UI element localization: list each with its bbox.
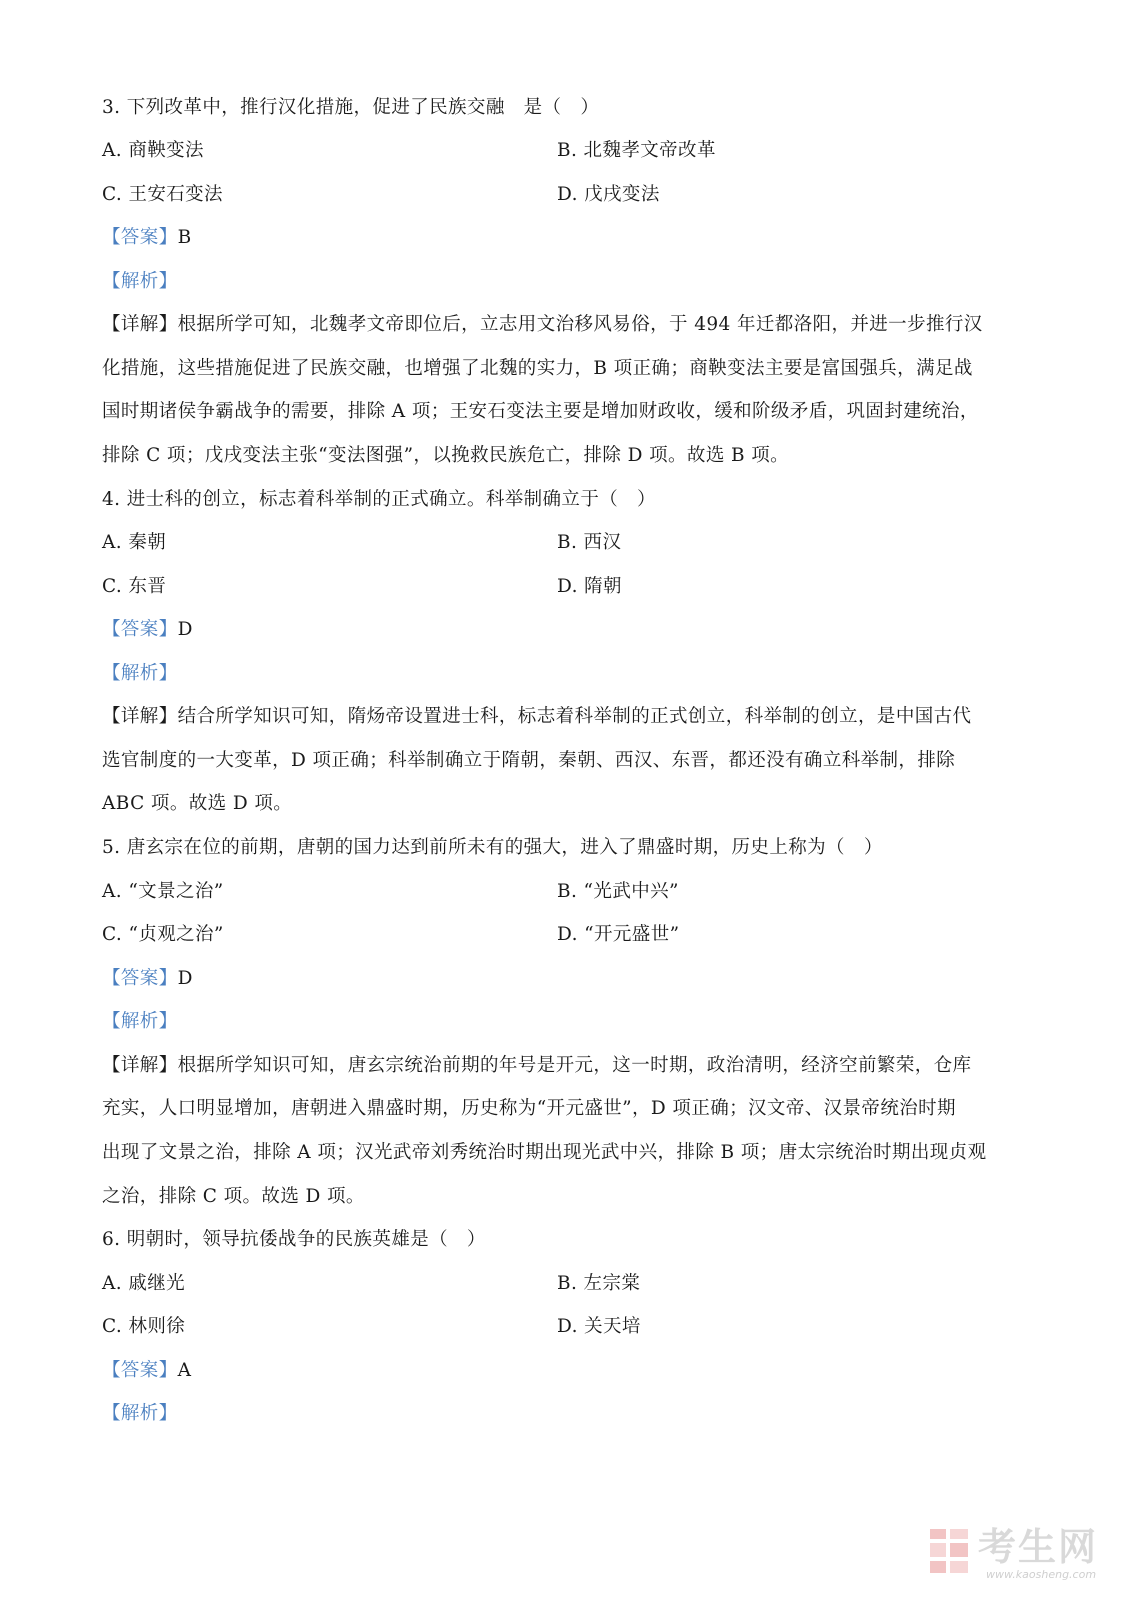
q4-option-d: D. 隋朝 — [557, 576, 622, 597]
watermark-brand — [928, 1525, 1103, 1587]
q6-answer-line — [102, 1359, 191, 1383]
q3-option-a: A. 商鞅变法 — [102, 140, 204, 161]
q5-detail-line-1 — [102, 1054, 971, 1078]
q3-detail-line-2: 化措施，这些措施促进了民族交融，也增强了北魏的实力，B 项正确；商鞅变法主要是富国强兵，满足战 — [102, 358, 973, 379]
q6-stem: 6. 明朝时，领导抗倭战争的民族英雄是（ ） — [102, 1229, 486, 1250]
q3-detail-line-4: 排除 C 项；戊戌变法主张“变法图强”，以挽救民族危亡，排除 D 项。故选 B 项。 — [102, 445, 790, 466]
q6-analysis-tag: 【解析】 — [102, 1403, 178, 1424]
q3-answer-tag: 【答案】 — [102, 227, 178, 248]
q3-detail-text-1: 根据所学可知，北魏孝文帝即位后，立志用文治移风易俗，于 494 年迁都洛阳，并进一步推行汉 — [177, 314, 983, 335]
q6-option-b: B. 左宗棠 — [557, 1273, 641, 1294]
kaosheng-logo-icon — [928, 1527, 970, 1575]
q3-option-b: B. 北魏孝文帝改革 — [557, 140, 716, 161]
q3-stem: 3. 下列改革中，推行汉化措施，促进了民族交融 是（ ） — [102, 97, 600, 118]
watermark-name: 考生网 — [978, 1525, 1099, 1569]
q4-detail-tag: 【详解】 — [102, 706, 178, 727]
q4-detail-line-1 — [102, 705, 971, 729]
q5-answer-line — [102, 967, 193, 991]
q5-option-a: A. “文景之治” — [102, 881, 224, 902]
q5-detail-tag: 【详解】 — [102, 1055, 178, 1076]
q5-answer-tag: 【答案】 — [102, 968, 178, 989]
q3-answer: B — [177, 227, 192, 248]
q4-option-b: B. 西汉 — [557, 532, 622, 553]
q5-stem: 5. 唐玄宗在位的前期，唐朝的国力达到前所未有的强大，进入了鼎盛时期，历史上称为（ ） — [102, 837, 883, 858]
q3-detail-line-1 — [102, 313, 983, 337]
q4-option-a: A. 秦朝 — [102, 532, 167, 553]
q3-detail-tag: 【详解】 — [102, 314, 178, 335]
q4-answer: D — [177, 619, 193, 640]
q5-option-c: C. “贞观之治” — [102, 924, 224, 945]
q3-detail-line-3: 国时期诸侯争霸战争的需要，排除 A 项；王安石变法主要是增加财政收，缓和阶级矛盾，巩固封建统治， — [102, 401, 979, 422]
q5-answer: D — [177, 968, 193, 989]
q4-detail-line-3: ABC 项。故选 D 项。 — [102, 793, 293, 814]
q4-detail-line-2: 选官制度的一大变革，D 项正确；科举制确立于隋朝，秦朝、西汉、东晋，都还没有确立科举制，排除 — [102, 750, 956, 771]
q6-option-a: A. 戚继光 — [102, 1273, 186, 1294]
q4-answer-line — [102, 618, 193, 642]
q3-option-d: D. 戊戌变法 — [557, 184, 660, 205]
q3-option-c: C. 王安石变法 — [102, 184, 223, 205]
q6-option-c: C. 林则徐 — [102, 1316, 186, 1337]
q5-detail-text-1: 根据所学知识可知，唐玄宗统治前期的年号是开元，这一时期，政治清明，经济空前繁荣，仓库 — [177, 1055, 972, 1076]
q4-answer-tag: 【答案】 — [102, 619, 178, 640]
q5-detail-line-2: 充实，人口明显增加，唐朝进入鼎盛时期，历史称为“开元盛世”，D 项正确；汉文帝、汉景帝统治时期 — [102, 1098, 956, 1119]
q4-analysis-tag: 【解析】 — [102, 663, 178, 684]
q6-answer-tag: 【答案】 — [102, 1360, 178, 1381]
q5-analysis-tag: 【解析】 — [102, 1011, 178, 1032]
q4-option-c: C. 东晋 — [102, 576, 167, 597]
q4-detail-text-1: 结合所学知识可知，隋炀帝设置进士科，标志着科举制的正式创立，科举制的创立，是中国古代 — [177, 706, 972, 727]
q3-analysis-tag: 【解析】 — [102, 271, 178, 292]
q5-detail-line-3: 出现了文景之治，排除 A 项；汉光武帝刘秀统治时期出现光武中兴，排除 B 项；唐太宗统治时期出现贞观 — [102, 1142, 987, 1163]
q6-option-d: D. 关天培 — [557, 1316, 641, 1337]
watermark-url: www.kaosheng.com — [986, 1568, 1097, 1581]
q3-answer-line — [102, 226, 192, 250]
q6-answer: A — [177, 1360, 192, 1381]
q5-detail-line-4: 之治，排除 C 项。故选 D 项。 — [102, 1186, 365, 1207]
q5-option-d: D. “开元盛世” — [557, 924, 680, 945]
q4-stem: 4. 进士科的创立，标志着科举制的正式确立。科举制确立于（ ） — [102, 489, 656, 510]
q5-option-b: B. “光武中兴” — [557, 881, 679, 902]
